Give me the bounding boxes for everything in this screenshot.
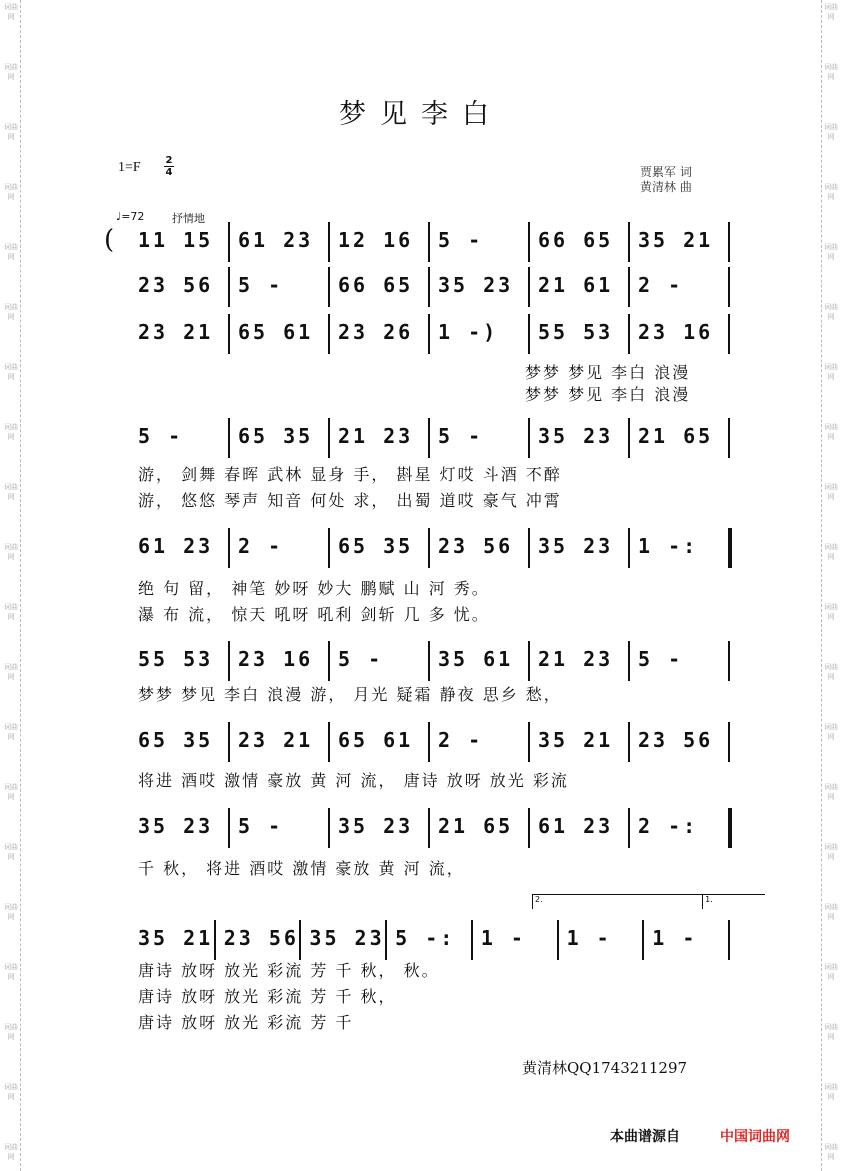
measure: 23 21: [138, 320, 214, 344]
measure: 5 -: [638, 647, 684, 671]
barline: [228, 418, 230, 458]
lyric-line: 千 秋， 将进 酒哎 激情 豪放 黄 河 流，: [138, 859, 465, 878]
measure: 35 23: [438, 273, 514, 297]
measure: 1 -: [652, 926, 698, 950]
measure: 5 -: [438, 228, 484, 252]
measure: 2 -: [238, 534, 284, 558]
arranger-signature: 黄清林QQ1743211297: [522, 1059, 688, 1077]
watermark-text: 词曲网: [4, 783, 18, 801]
watermark-text: 词曲网: [824, 63, 838, 81]
barline: [328, 808, 330, 848]
left-watermark-strip: [0, 0, 21, 1171]
measure: 23 26: [338, 320, 414, 344]
watermark-text: 词曲网: [824, 963, 838, 981]
measure: 1 -: [566, 926, 612, 950]
measure: 12 16: [338, 228, 414, 252]
measure: 21 61: [538, 273, 614, 297]
tempo-mark: ♩=72: [116, 210, 145, 223]
barline: [628, 808, 630, 848]
measure: 61 23: [238, 228, 314, 252]
watermark-text: 词曲网: [4, 3, 18, 21]
watermark-text: 词曲网: [4, 843, 18, 861]
score-row: [130, 222, 740, 262]
barline: [528, 222, 530, 262]
barline: [328, 528, 330, 568]
watermark-text: 词曲网: [824, 423, 838, 441]
lyric-line: 梦梦 梦见 李白 浪漫: [525, 385, 691, 404]
barline: [528, 418, 530, 458]
barline: [228, 528, 230, 568]
meter-top: 2: [165, 155, 173, 166]
barline: [428, 314, 430, 354]
barline: [428, 722, 430, 762]
measure: 35 61: [438, 647, 514, 671]
time-signature: [164, 155, 174, 178]
measure: 35 21: [538, 728, 614, 752]
barline: [299, 920, 301, 960]
barline: [528, 641, 530, 681]
watermark-text: 词曲网: [4, 423, 18, 441]
measure: 35 21: [638, 228, 714, 252]
watermark-text: 词曲网: [4, 243, 18, 261]
measure: 21 23: [538, 647, 614, 671]
watermark-text: 词曲网: [4, 663, 18, 681]
barline: [385, 920, 387, 960]
measure: 5 -: [138, 424, 184, 448]
watermark-text: 词曲网: [824, 3, 838, 21]
intro-parenthesis: (: [104, 225, 115, 255]
watermark-text: 词曲网: [824, 363, 838, 381]
measure: 5 -: [338, 647, 384, 671]
measure: 23 56: [223, 926, 299, 950]
lyric-line: 将进 酒哎 激情 豪放 黄 河 流， 唐诗 放呀 放光 彩流: [138, 771, 569, 790]
measure: 21 65: [638, 424, 714, 448]
measure: 23 56: [138, 273, 214, 297]
song-title: 梦见李白: [339, 99, 503, 130]
barline: [728, 722, 730, 762]
watermark-text: 词曲网: [4, 1023, 18, 1041]
barline: [228, 314, 230, 354]
watermark-text: 词曲网: [4, 903, 18, 921]
source-label: 本曲谱源自: [610, 1129, 680, 1145]
watermark-text: 词曲网: [4, 1083, 18, 1101]
barline: [328, 418, 330, 458]
barline: [228, 808, 230, 848]
barline: [328, 722, 330, 762]
barline: [728, 222, 730, 262]
measure: 1 -: [480, 926, 526, 950]
barline: [528, 528, 530, 568]
barline: [428, 222, 430, 262]
measure: 23 16: [638, 320, 714, 344]
barline: [528, 314, 530, 354]
measure: 35 23: [309, 926, 385, 950]
watermark-text: 词曲网: [824, 1023, 838, 1041]
barline: [228, 267, 230, 307]
measure: 35 23: [138, 814, 214, 838]
watermark-text: 词曲网: [4, 723, 18, 741]
barline: [528, 267, 530, 307]
watermark-text: 词曲网: [4, 303, 18, 321]
measure: 35 21: [138, 926, 214, 950]
lyric-line: 绝 句 留， 神笔 妙呀 妙大 鹏赋 山 河 秀。: [138, 579, 490, 598]
score-row: [130, 418, 740, 458]
measure: 35 23: [538, 534, 614, 558]
measure: 2 -: [638, 273, 684, 297]
measure: 5 -: [238, 814, 284, 838]
meter-bottom: 4: [165, 167, 173, 178]
measure: 66 65: [338, 273, 414, 297]
watermark-text: 词曲网: [824, 1083, 838, 1101]
watermark-text: 词曲网: [4, 183, 18, 201]
watermark-text: 词曲网: [824, 1143, 838, 1161]
barline: [471, 920, 473, 960]
measure: 61 23: [138, 534, 214, 558]
watermark-text: 词曲网: [4, 963, 18, 981]
measure: 65 35: [138, 728, 214, 752]
watermark-text: 词曲网: [4, 1143, 18, 1161]
lyric-line: 梦梦 梦见 李白 浪漫: [525, 363, 691, 382]
barline: [728, 808, 732, 848]
barline: [528, 722, 530, 762]
barline: [328, 314, 330, 354]
barline: [628, 528, 630, 568]
measure: 5 -: [438, 424, 484, 448]
watermark-text: 词曲网: [824, 483, 838, 501]
measure: 55 53: [538, 320, 614, 344]
lyric-line: 唐诗 放呀 放光 彩流 芳 千 秋，: [138, 987, 397, 1006]
lyricist-credit: 贾累军 词: [640, 165, 692, 179]
right-watermark-strip: [821, 0, 842, 1171]
watermark-text: 词曲网: [824, 783, 838, 801]
barline: [428, 267, 430, 307]
barline: [728, 920, 730, 960]
barline: [228, 722, 230, 762]
barline: [728, 528, 732, 568]
watermark-text: 词曲网: [824, 183, 838, 201]
score-row: [130, 314, 740, 354]
barline: [328, 222, 330, 262]
barline: [642, 920, 644, 960]
measure: 23 21: [238, 728, 314, 752]
barline: [214, 920, 216, 960]
measure: 66 65: [538, 228, 614, 252]
measure: 35 23: [338, 814, 414, 838]
barline: [628, 722, 630, 762]
measure: 11 15: [138, 228, 214, 252]
barline: [228, 641, 230, 681]
measure: 61 23: [538, 814, 614, 838]
measure: 2 -:: [638, 814, 699, 838]
volta-second-ending: 2.: [532, 894, 730, 909]
watermark-text: 词曲网: [824, 723, 838, 741]
barline: [328, 641, 330, 681]
watermark-text: 词曲网: [824, 543, 838, 561]
lyric-line: 瀑 布 流， 惊天 吼呀 吼利 剑斩 几 多 忧。: [138, 605, 490, 624]
score-row: [130, 641, 740, 681]
score-row: [130, 267, 740, 307]
measure: 65 35: [238, 424, 314, 448]
barline: [557, 920, 559, 960]
lyric-line: 游， 剑舞 春晖 武林 显身 手， 斟星 灯哎 斗酒 不醉: [138, 465, 562, 484]
barline: [628, 641, 630, 681]
lyric-line: 游， 悠悠 琴声 知音 何处 求， 出蜀 道哎 豪气 冲霄: [138, 491, 562, 510]
watermark-text: 词曲网: [4, 543, 18, 561]
measure: 21 23: [338, 424, 414, 448]
barline: [628, 418, 630, 458]
lyric-line: 梦梦 梦见 李白 浪漫 游， 月光 疑霜 静夜 思乡 愁，: [138, 685, 562, 704]
measure: 65 61: [338, 728, 414, 752]
measure: 23 16: [238, 647, 314, 671]
barline: [428, 641, 430, 681]
key-signature: 1=F: [118, 160, 141, 175]
barline: [428, 808, 430, 848]
measure: 65 35: [338, 534, 414, 558]
watermark-text: 词曲网: [4, 63, 18, 81]
barline: [328, 267, 330, 307]
measure: 55 53: [138, 647, 214, 671]
watermark-text: 词曲网: [4, 363, 18, 381]
barline: [728, 267, 730, 307]
watermark-text: 词曲网: [824, 243, 838, 261]
watermark-text: 词曲网: [4, 603, 18, 621]
measure: 1 -): [438, 320, 499, 344]
measure: 5 -: [238, 273, 284, 297]
barline: [628, 267, 630, 307]
source-site-link[interactable]: 中国词曲网: [720, 1129, 790, 1145]
barline: [528, 808, 530, 848]
watermark-text: 词曲网: [824, 603, 838, 621]
score-row: [130, 895, 740, 960]
score-row: [130, 528, 740, 568]
volta-first-ending: 1.: [702, 894, 765, 909]
watermark-text: 词曲网: [4, 123, 18, 141]
lyric-line: 唐诗 放呀 放光 彩流 芳 千: [138, 1013, 354, 1032]
measure: 23 56: [438, 534, 514, 558]
watermark-text: 词曲网: [824, 903, 838, 921]
watermark-text: 词曲网: [4, 483, 18, 501]
score-row: [130, 808, 740, 848]
measure: 5 -:: [395, 926, 456, 950]
barline: [728, 418, 730, 458]
barline: [428, 528, 430, 568]
watermark-text: 词曲网: [824, 843, 838, 861]
measure: 23 56: [638, 728, 714, 752]
watermark-text: 词曲网: [824, 663, 838, 681]
barline: [228, 222, 230, 262]
measure: 1 -:: [638, 534, 699, 558]
barline: [728, 641, 730, 681]
composer-credit: 黄清林 曲: [640, 180, 692, 194]
lyric-line: 唐诗 放呀 放光 彩流 芳 千 秋， 秋。: [138, 961, 440, 980]
barline: [628, 222, 630, 262]
watermark-text: 词曲网: [824, 123, 838, 141]
barline: [428, 418, 430, 458]
expression-mark: 抒情地: [172, 212, 205, 225]
measure: 65 61: [238, 320, 314, 344]
barline: [728, 314, 730, 354]
score-row: [130, 722, 740, 762]
measure: 2 -: [438, 728, 484, 752]
measure: 35 23: [538, 424, 614, 448]
barline: [628, 314, 630, 354]
watermark-text: 词曲网: [824, 303, 838, 321]
measure: 21 65: [438, 814, 514, 838]
